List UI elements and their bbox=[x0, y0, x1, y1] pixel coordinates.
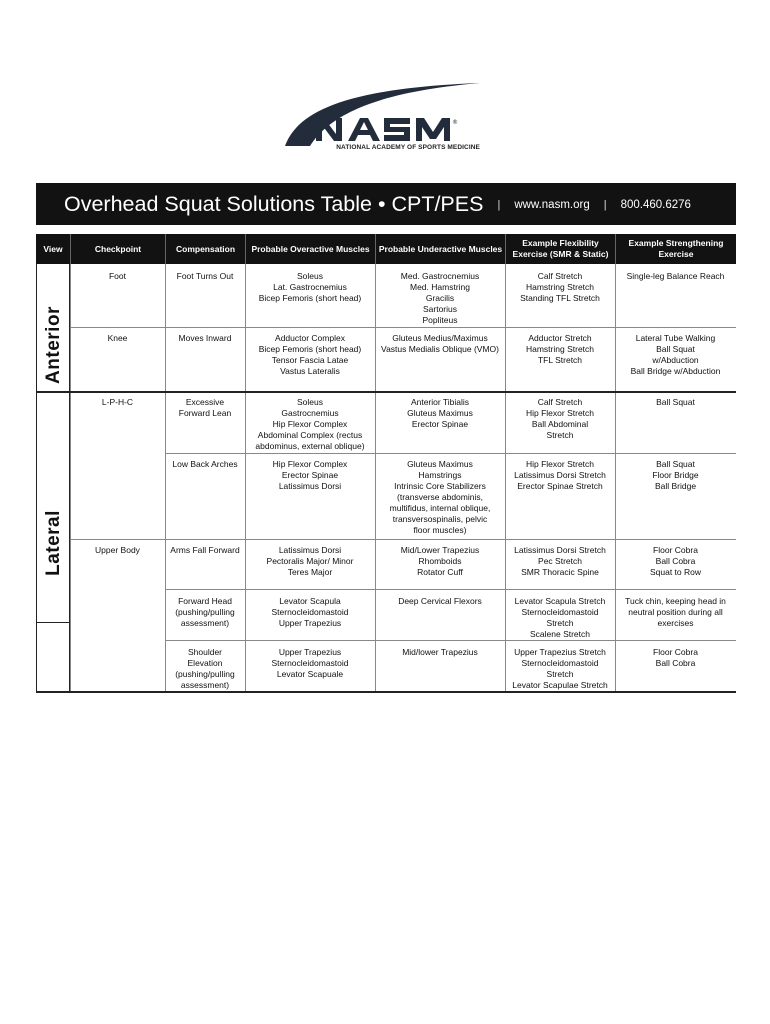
row-2-overactive: Adductor Complex Bicep Femoris (short head) Tensor Fascia Latae Vastus Lateralis bbox=[258, 333, 362, 376]
row-3-overactive: Soleus Gastrocnemius Hip Flexor Complex Abdominal Complex (rectus abdominus, external oblique) bbox=[255, 397, 365, 451]
row-7-underactive: Mid/lower Trapezius bbox=[402, 647, 478, 657]
row-7-flexibility: Upper Trapezius Stretch Sternocleidomastoid Stretch Levator Scapulae Stretch bbox=[512, 647, 608, 690]
row-divider bbox=[165, 640, 736, 641]
row-6-overactive: Levator Scapula Sternocleidomastoid Upper Trapezius bbox=[271, 596, 349, 628]
view-label-anterior: Anterior bbox=[43, 306, 64, 384]
registered-mark: ® bbox=[452, 119, 458, 126]
row-1-underactive: Med. Gastrocnemius Med. Hamstring Gracilis Sartorius Popliteus bbox=[400, 271, 480, 325]
row-6-flexibility: Levator Scapula Stretch Sternocleidomastoid Stretch Scalene Stretch bbox=[514, 596, 606, 639]
row-6-strengthening: Tuck chin, keeping head in neutral position during all exercises bbox=[625, 596, 726, 628]
row-5-underactive: Mid/Lower Trapezius Rhomboids Rotator Cuff bbox=[400, 545, 480, 577]
view-lateral-band bbox=[36, 391, 70, 691]
row-divider bbox=[70, 539, 736, 540]
row-5-strengthening: Floor Cobra Ball Cobra Squat to Row bbox=[649, 545, 702, 577]
row-3-underactive: Anterior Tibialis Gluteus Maximus Erector Spinae bbox=[407, 397, 473, 429]
logo-swoosh bbox=[285, 83, 480, 146]
table-header-row bbox=[36, 234, 736, 264]
row-2-compensation: Moves Inward bbox=[178, 333, 232, 343]
row-7-overactive: Upper Trapezius Sternocleidomastoid Levator Scapuale bbox=[271, 647, 349, 679]
row-6-underactive: Deep Cervical Flexors bbox=[398, 596, 482, 606]
row-5-overactive: Latissimus Dorsi Pectoralis Major/ Minor Teres Major bbox=[266, 545, 354, 577]
row-5-checkpoint: Upper Body bbox=[95, 545, 140, 555]
row-3-strengthening: Ball Squat bbox=[656, 397, 695, 407]
row-4-strengthening: Ball Squat Floor Bridge Ball Bridge bbox=[652, 459, 699, 491]
row-5-compensation: Arms Fall Forward bbox=[170, 545, 240, 555]
header-view: View bbox=[43, 243, 63, 254]
title-bar bbox=[36, 183, 736, 225]
row-6-compensation: Forward Head (pushing/pulling assessment) bbox=[175, 596, 235, 628]
row-1-checkpoint: Foot bbox=[108, 271, 126, 281]
header-overactive-muscles: Probable Overactive Muscles bbox=[245, 234, 375, 264]
view-label-lateral: Lateral bbox=[43, 510, 64, 576]
header-checkpoint: Checkpoint bbox=[70, 234, 165, 264]
row-3-flexibility: Calf Stretch Hip Flexor Stretch Ball Abdominal Stretch bbox=[525, 397, 595, 440]
row-1-overactive: Soleus Lat. Gastrocnemius Bicep Femoris (short head) bbox=[258, 271, 362, 303]
header-compensation: Compensation bbox=[165, 234, 245, 264]
row-3-checkpoint: L-P-H-C bbox=[101, 397, 134, 407]
logo-subtitle: NATIONAL ACADEMY OF SPORTS MEDICINE bbox=[336, 144, 480, 151]
row-7-strengthening: Floor Cobra Ball Cobra bbox=[653, 647, 698, 668]
row-divider bbox=[70, 327, 736, 328]
website-link[interactable]: www.nasm.org bbox=[514, 199, 590, 211]
row-4-overactive: Hip Flexor Complex Erector Spinae Latissimus Dorsi bbox=[272, 459, 348, 491]
row-1-strengthening: Single-leg Balance Reach bbox=[626, 271, 725, 281]
title-separator: | bbox=[603, 199, 607, 211]
row-4-compensation: Low Back Arches bbox=[172, 459, 238, 469]
header-underactive-muscles: Probable Underactive Muscles bbox=[375, 234, 505, 264]
logo-letters bbox=[316, 118, 450, 141]
row-1-compensation: Foot Turns Out bbox=[176, 271, 234, 281]
row-2-flexibility: Adductor Stretch Hamstring Stretch TFL Stretch bbox=[525, 333, 595, 365]
header-strengthening-exercise: Example Strengthening Exercise bbox=[615, 234, 736, 264]
row-3-compensation: Excessive Forward Lean bbox=[178, 397, 232, 418]
row-4-flexibility: Hip Flexor Stretch Latissimus Dorsi Stretch Erector Spinae Stretch bbox=[514, 459, 606, 491]
row-2-underactive: Gluteus Medius/Maximus Vastus Medialis Oblique (VMO) bbox=[381, 333, 499, 354]
page-title: Overhead Squat Solutions Table • CPT/PES bbox=[64, 191, 484, 216]
phone-number: 800.460.6276 bbox=[620, 199, 691, 211]
row-1-flexibility: Calf Stretch Hamstring Stretch Standing TFL Stretch bbox=[520, 271, 600, 303]
header-flexibility-exercise: Example Flexibility Exercise (SMR & Static) bbox=[505, 234, 615, 264]
row-4-underactive: Gluteus Maximus Hamstrings Intrinsic Core Stabilizers (transverse abdominis, multifidus, internal oblique, transversospinalis, pelvic floor muscles) bbox=[389, 459, 491, 535]
row-divider bbox=[165, 589, 736, 590]
row-divider bbox=[165, 453, 736, 454]
solutions-table bbox=[36, 234, 736, 693]
nasm-logo bbox=[280, 80, 480, 158]
title-separator: | bbox=[497, 199, 501, 211]
row-7-compensation: Shoulder Elevation (pushing/pulling assessment) bbox=[175, 647, 235, 690]
row-2-strengthening: Lateral Tube Walking Ball Squat w/Abduction Ball Bridge w/Abduction bbox=[630, 333, 721, 376]
row-2-checkpoint: Knee bbox=[107, 333, 128, 343]
row-5-flexibility: Latissimus Dorsi Stretch Pec Stretch SMR Thoracic Spine bbox=[514, 545, 606, 577]
